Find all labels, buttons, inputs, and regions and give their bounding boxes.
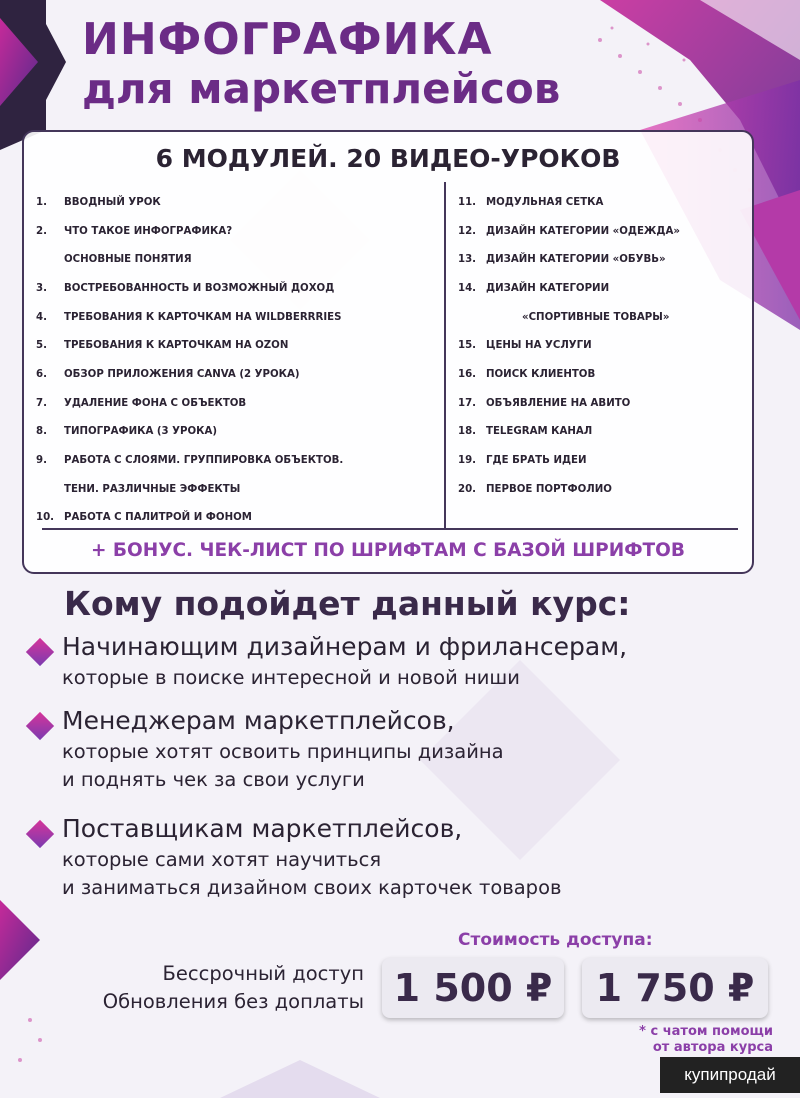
diamond-bullet-icon bbox=[26, 638, 54, 666]
watermark: купипродай bbox=[660, 1057, 800, 1093]
module-number: 20. bbox=[458, 483, 477, 495]
module-title: РАБОТА С СЛОЯМИ. ГРУППИРОВКА ОБЪЕКТОВ. bbox=[64, 455, 344, 467]
module-title: ЧТО ТАКОЕ ИНФОГРАФИКА? bbox=[64, 225, 233, 237]
module-item bbox=[36, 303, 436, 332]
module-number: 14. bbox=[458, 282, 477, 294]
module-item bbox=[36, 331, 436, 360]
module-number: 8. bbox=[36, 426, 47, 438]
audience-detail: которые в поиске интересной и новой ниши bbox=[62, 666, 520, 689]
module-title: «СПОРТИВНЫЕ ТОВАРЫ» bbox=[522, 311, 670, 323]
module-title: ОБЪЯВЛЕНИЕ НА АВИТО bbox=[486, 397, 631, 409]
audience-detail: и заниматься дизайном своих карточек товаров bbox=[62, 876, 562, 899]
module-title: ТРЕБОВАНИЯ К КАРТОЧКАМ НА OZON bbox=[64, 340, 289, 352]
module-item bbox=[458, 418, 750, 447]
module-title: ДИЗАЙН КАТЕГОРИИ bbox=[486, 282, 610, 294]
module-title: ОБЗОР ПРИЛОЖЕНИЯ CANVA (2 УРОКА) bbox=[64, 368, 300, 380]
module-number: 5. bbox=[36, 340, 47, 352]
module-item bbox=[36, 446, 436, 475]
page-title: ИНФОГРАФИКА bbox=[82, 14, 493, 65]
module-number: 9. bbox=[36, 455, 47, 467]
module-item bbox=[36, 274, 436, 303]
module-number: 7. bbox=[36, 397, 47, 409]
module-item bbox=[458, 274, 750, 303]
modules-panel bbox=[22, 130, 754, 574]
footnote-line: * с чатом помощи bbox=[639, 1024, 773, 1039]
module-title: ЦЕНЫ НА УСЛУГИ bbox=[486, 340, 592, 352]
audience-lead: Поставщикам маркетплейсов, bbox=[62, 814, 463, 843]
access-label: Бессрочный доступ bbox=[162, 962, 364, 985]
modules-left-column bbox=[36, 188, 436, 532]
module-item bbox=[458, 217, 750, 246]
module-title: МОДУЛЬНАЯ СЕТКА bbox=[486, 196, 604, 208]
column-divider bbox=[444, 182, 446, 528]
module-number: 1. bbox=[36, 196, 47, 208]
module-title: ТРЕБОВАНИЯ К КАРТОЧКАМ НА WILDBERRRIES bbox=[64, 311, 342, 323]
module-title: ВВОДНЫЙ УРОК bbox=[64, 196, 161, 208]
module-item bbox=[36, 418, 436, 447]
module-item bbox=[36, 245, 436, 274]
module-title: ДИЗАЙН КАТЕГОРИИ «ОДЕЖДА» bbox=[486, 225, 680, 237]
module-title: РАБОТА С ПАЛИТРОЙ И ФОНОМ bbox=[64, 512, 252, 524]
module-item bbox=[458, 303, 750, 332]
page-subtitle: для маркетплейсов bbox=[82, 64, 561, 113]
module-number: 12. bbox=[458, 225, 477, 237]
modules-heading: 6 МОДУЛЕЙ. 20 ВИДЕО-УРОКОВ bbox=[155, 144, 621, 173]
audience-lead: Менеджерам маркетплейсов, bbox=[62, 706, 455, 735]
module-number: 4. bbox=[36, 311, 47, 323]
updates-label: Обновления без доплаты bbox=[102, 990, 364, 1013]
audience-detail: и поднять чек за свои услуги bbox=[62, 768, 365, 791]
module-item bbox=[458, 446, 750, 475]
module-number: 3. bbox=[36, 282, 47, 294]
modules-right-column bbox=[458, 188, 750, 504]
module-item bbox=[36, 475, 436, 504]
module-item bbox=[458, 389, 750, 418]
module-title: ПОИСК КЛИЕНТОВ bbox=[486, 368, 596, 380]
module-item bbox=[36, 217, 436, 246]
price-heading: Стоимость доступа: bbox=[458, 930, 653, 950]
module-number: 13. bbox=[458, 254, 477, 266]
module-title: ДИЗАЙН КАТЕГОРИИ «ОБУВЬ» bbox=[486, 254, 666, 266]
diamond-bullet-icon bbox=[26, 820, 54, 848]
module-title: УДАЛЕНИЕ ФОНА С ОБЪЕКТОВ bbox=[64, 397, 247, 409]
module-number: 16. bbox=[458, 368, 477, 380]
module-number: 6. bbox=[36, 368, 47, 380]
module-item bbox=[36, 360, 436, 389]
module-number: 19. bbox=[458, 455, 477, 467]
module-number: 18. bbox=[458, 426, 477, 438]
module-item bbox=[458, 188, 750, 217]
audience-heading: Кому подойдет данный курс: bbox=[64, 584, 631, 623]
audience-detail: которые хотят освоить принципы дизайна bbox=[62, 740, 504, 763]
bonus-text: + БОНУС. ЧЕК-ЛИСТ ПО ШРИФТАМ С БАЗОЙ ШРИФТОВ bbox=[90, 540, 686, 561]
module-item bbox=[36, 389, 436, 418]
module-item bbox=[458, 331, 750, 360]
diamond-bullet-icon bbox=[26, 712, 54, 740]
module-title: ВОСТРЕБОВАННОСТЬ И ВОЗМОЖНЫЙ ДОХОД bbox=[64, 282, 335, 294]
module-title: ПЕРВОЕ ПОРТФОЛИО bbox=[486, 483, 612, 495]
module-title: ГДЕ БРАТЬ ИДЕИ bbox=[486, 455, 587, 467]
price-basic: 1 500 ₽ bbox=[382, 958, 564, 1018]
module-item bbox=[458, 360, 750, 389]
footnote-line: от автора курса bbox=[652, 1040, 773, 1055]
module-number: 15. bbox=[458, 340, 477, 352]
module-item bbox=[458, 245, 750, 274]
module-number: 11. bbox=[458, 196, 477, 208]
price-with-chat: 1 750 ₽ bbox=[582, 958, 768, 1018]
module-number: 2. bbox=[36, 225, 47, 237]
price-footnote bbox=[598, 1024, 773, 1056]
module-number: 10. bbox=[36, 512, 55, 524]
module-number: 17. bbox=[458, 397, 477, 409]
audience-lead: Начинающим дизайнерам и фрилансерам, bbox=[62, 632, 628, 661]
module-title: ТИПОГРАФИКА (3 УРОКА) bbox=[64, 426, 218, 438]
module-item bbox=[36, 188, 436, 217]
audience-detail: которые сами хотят научиться bbox=[62, 848, 382, 871]
module-title: TELEGRAM КАНАЛ bbox=[486, 426, 593, 438]
bonus-divider bbox=[42, 528, 738, 530]
module-title: ОСНОВНЫЕ ПОНЯТИЯ bbox=[64, 254, 192, 266]
module-item bbox=[458, 475, 750, 504]
module-title: ТЕНИ. РАЗЛИЧНЫЕ ЭФФЕКТЫ bbox=[64, 483, 241, 495]
